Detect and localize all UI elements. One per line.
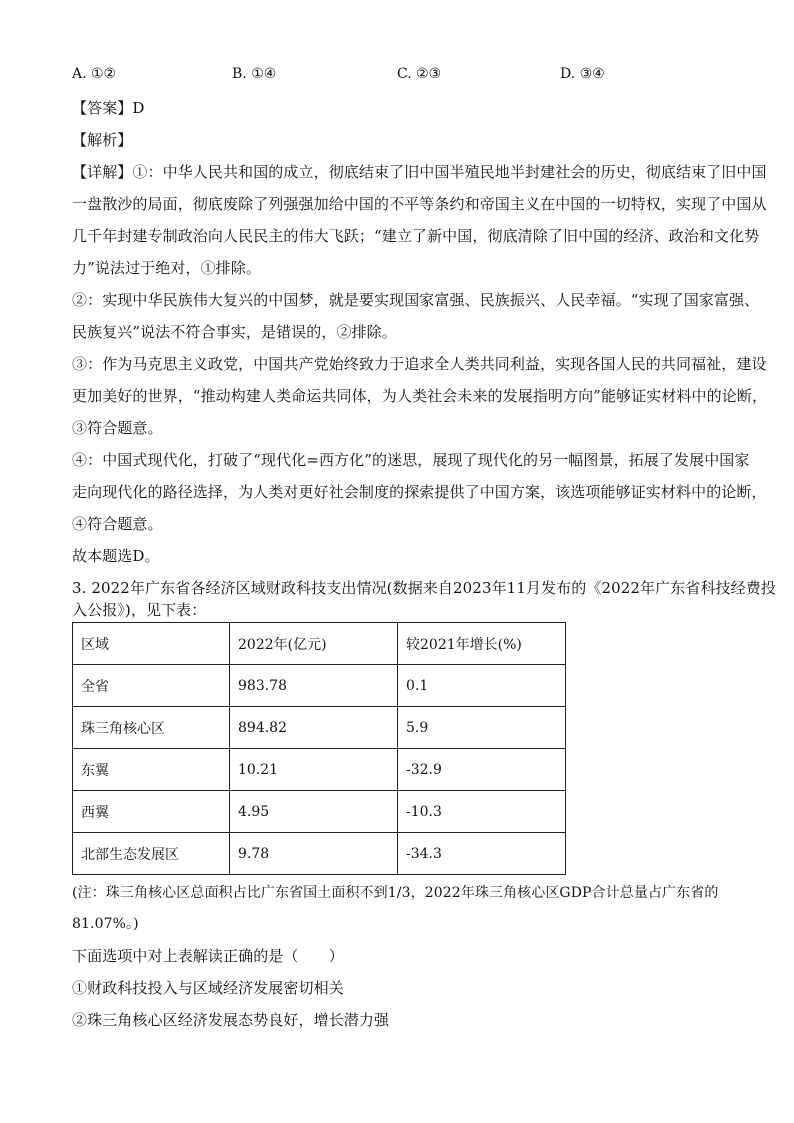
explanation-line: 更加美好的世界，“推动构建人类命运共同体，为人类社会未来的发展指明方向”能够证实材料中的论断， <box>72 387 768 405</box>
choice-statement: ②珠三角核心区经济发展态势良好，增长潜力强 <box>72 1011 390 1029</box>
table-row <box>73 665 566 707</box>
option-c: C. ②③ <box>397 66 442 82</box>
table-cell: 4.95 <box>230 791 398 833</box>
table-row <box>73 791 566 833</box>
explanation-line: 力”说法过于绝对，①排除。 <box>72 259 261 277</box>
table-note: (注：珠三角核心区总面积占比广东省国土面积不到1/3，2022年珠三角核心区GDP合计总量占广东省的 <box>72 885 719 901</box>
table-note: 81.07%。) <box>72 916 139 932</box>
answer-line: 【答案】D <box>72 99 145 117</box>
explanation-line: 一盘散沙的局面，彻底废除了列强强加给中国的不平等条约和帝国主义在中国的一切特权，实现了中国从 <box>72 195 767 213</box>
explanation-line: 民族复兴”说法不符合事实，是错误的，②排除。 <box>72 323 397 341</box>
question-3-text: 3. 2022年广东省各经济区域财政科技支出情况(数据来自2023年11月发布的《2022年广东省科技经费投 <box>72 579 776 597</box>
table-cell: -10.3 <box>398 791 566 833</box>
explanation-line: ③符合题意。 <box>72 419 163 437</box>
table-cell: 东翼 <box>73 749 230 791</box>
table-cell: 北部生态发展区 <box>73 833 230 875</box>
table-cell: -32.9 <box>398 749 566 791</box>
explanation-line: ③：作为马克思主义政党，中国共产党始终致力于追求全人类共同利益，实现各国人民的共同福祉，建设 <box>72 355 767 373</box>
table-cell: 西翼 <box>73 791 230 833</box>
explanation-line: ④符合题意。 <box>72 515 163 533</box>
table-header-row <box>73 623 566 665</box>
table-cell: 全省 <box>73 665 230 707</box>
explanation-line: 几千年封建专制政治向人民民主的伟大飞跃；“建立了新中国，彻底清除了旧中国的经济、政治和文化势 <box>72 227 760 245</box>
analysis-heading: 【解析】 <box>72 131 133 149</box>
table-cell: 珠三角核心区 <box>73 707 230 749</box>
answer-options-row <box>72 66 722 86</box>
table-cell: 983.78 <box>230 665 398 707</box>
region-spending-table <box>72 622 566 875</box>
table-cell: -34.3 <box>398 833 566 875</box>
explanation-line: ②：实现中华民族伟大复兴的中国梦，就是要实现国家富强、民族振兴、人民幸福。“实现了国家富强、 <box>72 291 760 309</box>
question-3-text: 入公报》)，见下表： <box>72 601 207 619</box>
explanation-line: 故本题选D。 <box>72 547 160 565</box>
table-header-cell: 2022年(亿元) <box>230 623 398 665</box>
option-a: A. ①② <box>72 66 117 82</box>
table-cell: 9.78 <box>230 833 398 875</box>
table-cell: 5.9 <box>398 707 566 749</box>
table-row <box>73 749 566 791</box>
table-row <box>73 707 566 749</box>
explanation-line: ④：中国式现代化，打破了“现代化=西方化”的迷思，展现了现代化的另一幅图景，拓展了发展中国家 <box>72 451 750 469</box>
table-header-cell: 区域 <box>73 623 230 665</box>
option-b: B. ①④ <box>232 66 277 82</box>
option-d: D. ③④ <box>560 66 605 82</box>
table-cell: 0.1 <box>398 665 566 707</box>
explanation-line: 走向现代化的路径选择，为人类对更好社会制度的探索提供了中国方案，该选项能够证实材料中的论断， <box>72 483 767 501</box>
table-cell: 10.21 <box>230 749 398 791</box>
question-prompt: 下面选项中对上表解读正确的是（ ） <box>72 947 344 965</box>
explanation-line: 【详解】①：中华人民共和国的成立，彻底结束了旧中国半殖民地半封建社会的历史，彻底结束了旧中国 <box>72 163 767 181</box>
table-cell: 894.82 <box>230 707 398 749</box>
table-row <box>73 833 566 875</box>
table-header-cell: 较2021年增长(%) <box>398 623 566 665</box>
choice-statement: ①财政科技投入与区域经济发展密切相关 <box>72 979 344 997</box>
